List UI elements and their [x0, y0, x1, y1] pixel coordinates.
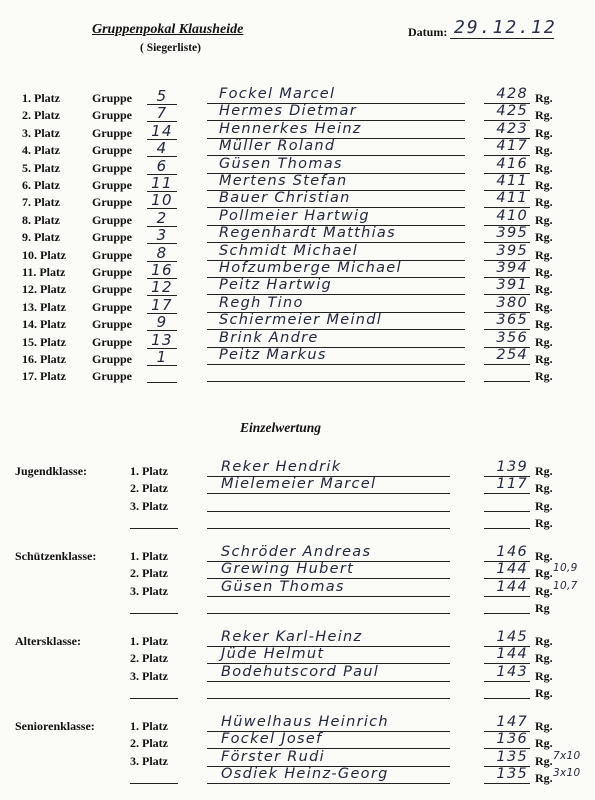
- shooter-name: Fockel Josef: [207, 731, 450, 749]
- section-title-einzelwertung: Einzelwertung: [240, 420, 322, 435]
- rank-label: 1. Platz: [130, 634, 168, 648]
- class-label: Altersklasse:: [15, 634, 81, 648]
- date-value: 29.12.12: [450, 17, 554, 39]
- rank-label: 2. Platz: [22, 108, 60, 123]
- shooter-name: [207, 596, 450, 614]
- tiebreak-note: 7x10: [553, 749, 581, 762]
- shooter-name: Reker Hendrik: [207, 459, 450, 477]
- score: 145: [484, 629, 530, 647]
- shooter-name: Regh Tino: [207, 295, 465, 313]
- score: 136: [484, 731, 530, 749]
- rank-label: 2. Platz: [130, 736, 168, 751]
- group-number: 5: [147, 87, 177, 105]
- class-label: Schützenklasse:: [15, 549, 97, 563]
- rank-label: 3. Platz: [22, 125, 60, 140]
- unit-label: Rg.: [535, 498, 553, 513]
- unit-label: Rg.: [535, 143, 553, 158]
- shooter-name: [207, 494, 450, 512]
- form-subtitle: ( Siegerliste): [140, 42, 201, 54]
- shooter-name: Pollmeier Hartwig: [207, 208, 465, 226]
- group-label: Gruppe: [92, 125, 133, 140]
- score: 423: [484, 121, 530, 139]
- unit-label: Rg.: [535, 516, 553, 531]
- score: 425: [484, 103, 530, 121]
- unit-label: Rg.: [535, 464, 553, 478]
- group-label: Gruppe: [92, 91, 133, 105]
- shooter-name: [207, 511, 450, 529]
- group-number: 3: [147, 226, 177, 244]
- score: 395: [484, 225, 530, 243]
- score: 380: [484, 295, 530, 313]
- group-label: Gruppe: [92, 160, 133, 175]
- score: 365: [484, 312, 530, 330]
- unit-label: Rg.: [535, 91, 553, 105]
- group-number: 13: [147, 331, 177, 349]
- group-label: Gruppe: [92, 108, 133, 123]
- shooter-name: Hermes Dietmar: [207, 103, 465, 121]
- score: [484, 596, 530, 614]
- score: [484, 364, 530, 382]
- shooter-name: Peitz Hartwig: [207, 277, 465, 295]
- unit-label: Rg.: [535, 299, 553, 314]
- unit-label: Rg.: [535, 771, 553, 786]
- score: 143: [484, 664, 530, 682]
- score: 144: [484, 646, 530, 664]
- shooter-name: [207, 681, 450, 699]
- unit-label: Rg.: [535, 160, 553, 175]
- rank-label: 1. Platz: [22, 91, 60, 105]
- rank-label: 12. Platz: [22, 282, 66, 297]
- rank-label: 14. Platz: [22, 317, 66, 332]
- rank-label: 17. Platz: [22, 369, 66, 384]
- shooter-name: Bodehutscord Paul: [207, 664, 450, 682]
- rank-label: 5. Platz: [22, 160, 60, 175]
- rank-label: 10. Platz: [22, 247, 66, 262]
- shooter-name: Grewing Hubert: [207, 561, 450, 579]
- blank-place-line: [130, 613, 178, 614]
- shooter-name: Mertens Stefan: [207, 173, 465, 191]
- rank-label: 3. Platz: [130, 498, 168, 513]
- unit-label: Rg.: [535, 334, 553, 349]
- rank-label: 4. Platz: [22, 143, 60, 158]
- rank-label: 3. Platz: [130, 668, 168, 683]
- blank-place-line: [130, 783, 178, 784]
- group-number: 2: [147, 209, 177, 227]
- unit-label: Rg.: [535, 125, 553, 140]
- rank-label: 2. Platz: [130, 566, 168, 581]
- shooter-name: Hennerkes Heinz: [207, 121, 465, 139]
- blank-place-line: [130, 528, 178, 529]
- group-label: Gruppe: [92, 178, 133, 192]
- shooter-name: Reker Karl-Heinz: [207, 629, 450, 647]
- blank-place-line: [130, 698, 178, 699]
- unit-label: Rg.: [535, 719, 553, 733]
- score: 146: [484, 544, 530, 562]
- shooter-name: Peitz Markus: [207, 347, 465, 365]
- rank-label: 1. Platz: [130, 719, 168, 733]
- shooter-name: Bauer Christian: [207, 190, 465, 208]
- score: 144: [484, 561, 530, 579]
- score: 147: [484, 714, 530, 732]
- unit-label: Rg.: [535, 352, 553, 366]
- group-label: Gruppe: [92, 282, 133, 297]
- shooter-name: Regenhardt Matthias: [207, 225, 465, 243]
- score: [484, 511, 530, 529]
- score: 356: [484, 330, 530, 348]
- group-label: Gruppe: [92, 317, 133, 332]
- unit-label: Rg.: [535, 549, 553, 563]
- group-label: Gruppe: [92, 212, 133, 227]
- form-title: Gruppenpokal Klausheide: [92, 22, 244, 37]
- group-number: 12: [147, 278, 177, 296]
- unit-label: Rg.: [535, 753, 553, 768]
- class-label: Seniorenklasse:: [15, 719, 95, 733]
- unit-label: Rg.: [535, 195, 553, 210]
- shooter-name: Förster Rudi: [207, 749, 450, 767]
- unit-label: Rg.: [535, 178, 553, 192]
- shooter-name: Güsen Thomas: [207, 156, 465, 174]
- group-number: 9: [147, 313, 177, 331]
- rank-label: 9. Platz: [22, 230, 60, 245]
- group-number: [147, 365, 177, 383]
- group-number: 11: [147, 174, 177, 192]
- score: 117: [484, 476, 530, 494]
- score: 135: [484, 749, 530, 767]
- rank-label: 3. Platz: [130, 753, 168, 768]
- shooter-name: Brink Andre: [207, 330, 465, 348]
- unit-label: Rg.: [535, 317, 553, 332]
- group-label: Gruppe: [92, 369, 133, 384]
- shooter-name: Güsen Thomas: [207, 579, 450, 597]
- score: 428: [484, 86, 530, 104]
- group-row: [0, 369, 595, 386]
- group-number: 17: [147, 296, 177, 314]
- group-number: 10: [147, 191, 177, 209]
- unit-label: Rg.: [535, 583, 553, 598]
- group-label: Gruppe: [92, 334, 133, 349]
- shooter-name: Fockel Marcel: [207, 86, 465, 104]
- unit-label: Rg: [535, 601, 550, 616]
- score: 135: [484, 766, 530, 784]
- class-row: [0, 601, 595, 618]
- score: 254: [484, 347, 530, 365]
- unit-label: Rg.: [535, 651, 553, 666]
- score: 410: [484, 208, 530, 226]
- rank-label: 2. Platz: [130, 481, 168, 496]
- unit-label: Rg.: [535, 736, 553, 751]
- unit-label: Rg.: [535, 668, 553, 683]
- rank-label: 1. Platz: [130, 549, 168, 563]
- unit-label: Rg.: [535, 566, 553, 581]
- shooter-name: Hofzumberge Michael: [207, 260, 465, 278]
- class-row: [0, 516, 595, 533]
- rank-label: 2. Platz: [130, 651, 168, 666]
- group-number: 8: [147, 244, 177, 262]
- group-label: Gruppe: [92, 143, 133, 158]
- score: 416: [484, 156, 530, 174]
- group-number: 14: [147, 122, 177, 140]
- tiebreak-note: 3x10: [553, 767, 581, 780]
- group-label: Gruppe: [92, 247, 133, 262]
- unit-label: Rg.: [535, 634, 553, 648]
- score: 394: [484, 260, 530, 278]
- rank-label: 1. Platz: [130, 464, 168, 478]
- shooter-name: Schröder Andreas: [207, 544, 450, 562]
- unit-label: Rg.: [535, 481, 553, 496]
- class-label: Jugendklasse:: [15, 464, 88, 478]
- unit-label: Rg.: [535, 230, 553, 245]
- rank-label: 11. Platz: [22, 265, 66, 279]
- score: 139: [484, 459, 530, 477]
- unit-label: Rg.: [535, 108, 553, 123]
- tiebreak-note: 10,9: [553, 562, 578, 575]
- class-row: [0, 766, 595, 788]
- shooter-name: Müller Roland: [207, 138, 465, 156]
- unit-label: Rg.: [535, 369, 553, 384]
- rank-label: 6. Platz: [22, 178, 60, 192]
- shooter-name: Jüde Helmut: [207, 646, 450, 664]
- score: 144: [484, 579, 530, 597]
- score: [484, 494, 530, 512]
- group-number: 7: [147, 104, 177, 122]
- shooter-name: Hüwelhaus Heinrich: [207, 714, 450, 732]
- group-label: Gruppe: [92, 352, 133, 366]
- score: 411: [484, 173, 530, 191]
- score: 417: [484, 138, 530, 156]
- score: [484, 681, 530, 699]
- tiebreak-note: 10,7: [553, 579, 578, 592]
- shooter-name: Osdiek Heinz-Georg: [207, 766, 450, 784]
- rank-label: 7. Platz: [22, 195, 60, 210]
- rank-label: 3. Platz: [130, 583, 168, 598]
- unit-label: Rg.: [535, 686, 553, 701]
- score: 395: [484, 243, 530, 261]
- group-label: Gruppe: [92, 195, 133, 210]
- rank-label: 15. Platz: [22, 334, 66, 349]
- score: 411: [484, 190, 530, 208]
- unit-label: Rg.: [535, 282, 553, 297]
- group-label: Gruppe: [92, 265, 133, 279]
- group-number: 16: [147, 261, 177, 279]
- rank-label: 13. Platz: [22, 299, 66, 314]
- unit-label: Rg.: [535, 247, 553, 262]
- group-number: 1: [147, 348, 177, 366]
- group-label: Gruppe: [92, 299, 133, 314]
- shooter-name: Schiermeier Meindl: [207, 312, 465, 330]
- group-number: 4: [147, 139, 177, 157]
- unit-label: Rg.: [535, 265, 553, 279]
- score: 391: [484, 277, 530, 295]
- group-label: Gruppe: [92, 230, 133, 245]
- class-row: [0, 686, 595, 703]
- shooter-name: Mielemeier Marcel: [207, 476, 450, 494]
- unit-label: Rg.: [535, 212, 553, 227]
- group-number: 6: [147, 157, 177, 175]
- shooter-name: Schmidt Michael: [207, 243, 465, 261]
- rank-label: 8. Platz: [22, 212, 60, 227]
- rank-label: 16. Platz: [22, 352, 66, 366]
- date-label: Datum:: [408, 25, 448, 39]
- shooter-name: [207, 364, 465, 382]
